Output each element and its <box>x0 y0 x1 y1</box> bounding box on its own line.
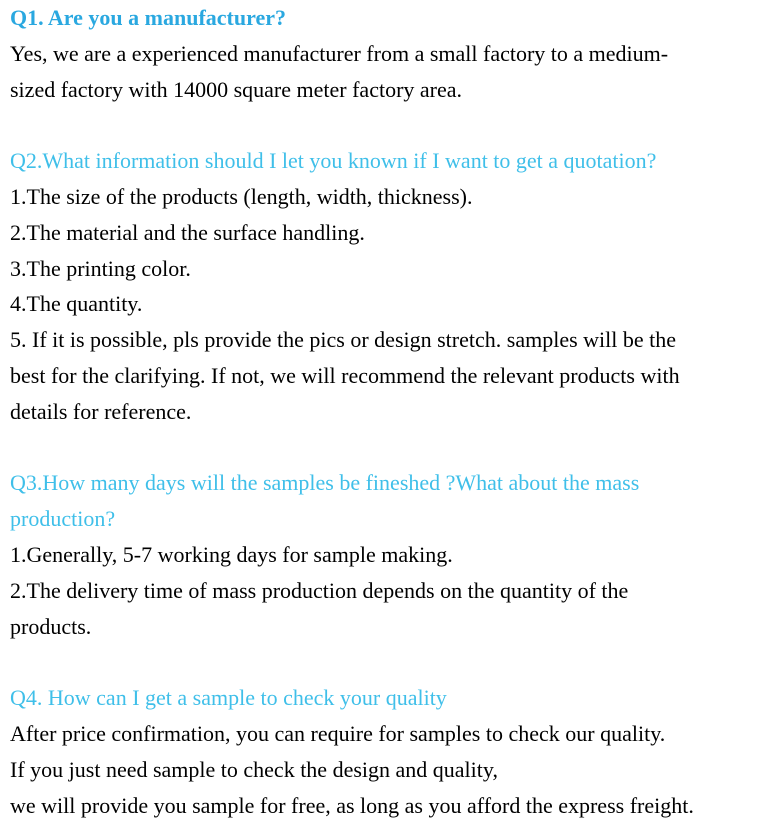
answer-line: 2.The delivery time of mass production depends on the quantity of the <box>10 577 629 603</box>
faq-section-q2 <box>10 143 771 429</box>
question-heading-line: Q2.What information should I let you known if I want to get a quotation? <box>10 148 657 174</box>
answer-line: details for reference. <box>10 398 192 424</box>
question-heading-line: Q4. How can I get a sample to check your quality <box>10 685 447 711</box>
faq-question-q2 <box>10 143 771 179</box>
answer-line: 1.The size of the products (length, width, thickness). <box>10 183 473 209</box>
question-heading-line: Q1. Are you a manufacturer? <box>10 5 286 30</box>
answer-line: 2.The material and the surface handling. <box>10 219 365 245</box>
answer-line: products. <box>10 613 92 639</box>
faq-answer-q3 <box>10 537 771 644</box>
faq-answer-q4 <box>10 716 771 823</box>
answer-line: If you just need sample to check the design and quality, <box>10 756 498 782</box>
answer-line: best for the clarifying. If not, we will recommend the relevant products with <box>10 362 680 388</box>
answer-line: sized factory with 14000 square meter factory area. <box>10 76 463 102</box>
answer-line: 5. If it is possible, pls provide the pics or design stretch. samples will be the <box>10 327 677 353</box>
answer-line: 1.Generally, 5-7 working days for sample making. <box>10 541 453 567</box>
question-heading-line: Q3.How many days will the samples be fineshed ?What about the mass <box>10 470 640 496</box>
faq-section-q3 <box>10 465 771 644</box>
answer-line: 3.The printing color. <box>10 255 191 281</box>
faq-question-q3 <box>10 465 771 537</box>
answer-line: we will provide you sample for free, as long as you afford the express freight. <box>10 792 694 818</box>
question-heading-line: production? <box>10 506 116 532</box>
faq-answer-q1 <box>10 36 771 108</box>
faq-answer-q2 <box>10 179 771 430</box>
answer-line: After price confirmation, you can require for samples to check our quality. <box>10 720 666 746</box>
faq-question-q4 <box>10 680 771 716</box>
answer-line: 4.The quantity. <box>10 291 143 317</box>
faq-section-q1 <box>10 0 771 107</box>
answer-line: Yes, we are a experienced manufacturer from a small factory to a medium- <box>10 40 669 66</box>
faq-section-q4 <box>10 680 771 823</box>
faq-question-q1 <box>10 0 771 36</box>
